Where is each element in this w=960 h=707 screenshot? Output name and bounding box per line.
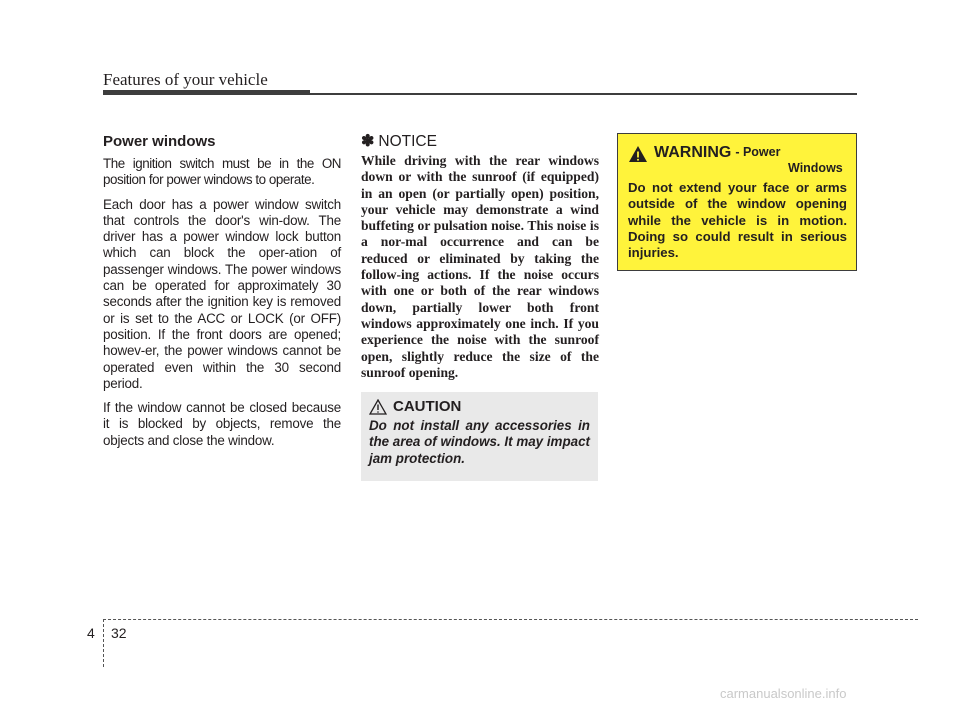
caution-triangle-icon: [369, 399, 387, 415]
footer-divider: [103, 619, 104, 667]
caution-title: CAUTION: [393, 398, 462, 415]
warning-subtitle: - Power: [735, 145, 781, 159]
caution-body: Do not install any accessories in the area of windows. It may impact jam protection.: [369, 418, 590, 466]
warning-subtitle-continued: Windows: [788, 161, 843, 175]
power-windows-heading: Power windows: [103, 133, 216, 150]
notice-star-icon: ✽: [361, 133, 375, 150]
power-windows-section: [103, 133, 341, 457]
warning-box: [617, 133, 857, 271]
warning-triangle-icon: [628, 145, 648, 163]
notice-body: While driving with the rear windows down or with the sunroof (if equipped) in an open (or partially open) position, your vehicle may demonstrate a wind buffeting or pulsation noise. This noise is a nor-mal occurrence and can be reduced or eliminated by taking the follow-ing actions. If the noise occurs with one or both of the rear windows down, partially lower both front windows approximately one inch. If you experience the noise with the sunroof open, slightly reduce the size of the sunroof opening.: [361, 153, 599, 380]
notice-heading-text: NOTICE: [378, 133, 437, 150]
page-number: 32: [111, 625, 127, 641]
notice-section: [361, 133, 599, 381]
power-windows-paragraph: Each door has a power window switch that controls the door's win-dow. The driver has a power window lock button which can block the oper-ation of passenger windows. The power windows can be operated for approximately 30 seconds after the ignition key is removed or is set to the ACC or LOCK (or OFF) position. If the front doors are opened; howev-er, the power windows cannot be operated even within the 30 second period.: [103, 196, 341, 391]
caution-heading: [369, 398, 590, 415]
warning-title: WARNING: [654, 144, 732, 161]
chapter-number: 4: [87, 625, 95, 641]
watermark-text: carmanualsonline.info: [720, 686, 847, 701]
notice-heading: [361, 133, 599, 151]
warning-body: Do not extend your face or arms outside of the window opening while the vehicle is in motion. Doing so could result in serious injuries.: [628, 180, 847, 261]
power-windows-paragraph: If the window cannot be closed because it is blocked by objects, remove the objects and close the window.: [103, 400, 341, 448]
header-rule-thin: [310, 93, 857, 95]
caution-box: [361, 392, 598, 481]
power-windows-paragraph: The ignition switch must be in the ON position for power windows to operate.: [103, 156, 341, 188]
page-header-title: Features of your vehicle: [103, 70, 268, 89]
footer-rule: [103, 619, 918, 620]
header-rule-thick: [103, 90, 310, 95]
